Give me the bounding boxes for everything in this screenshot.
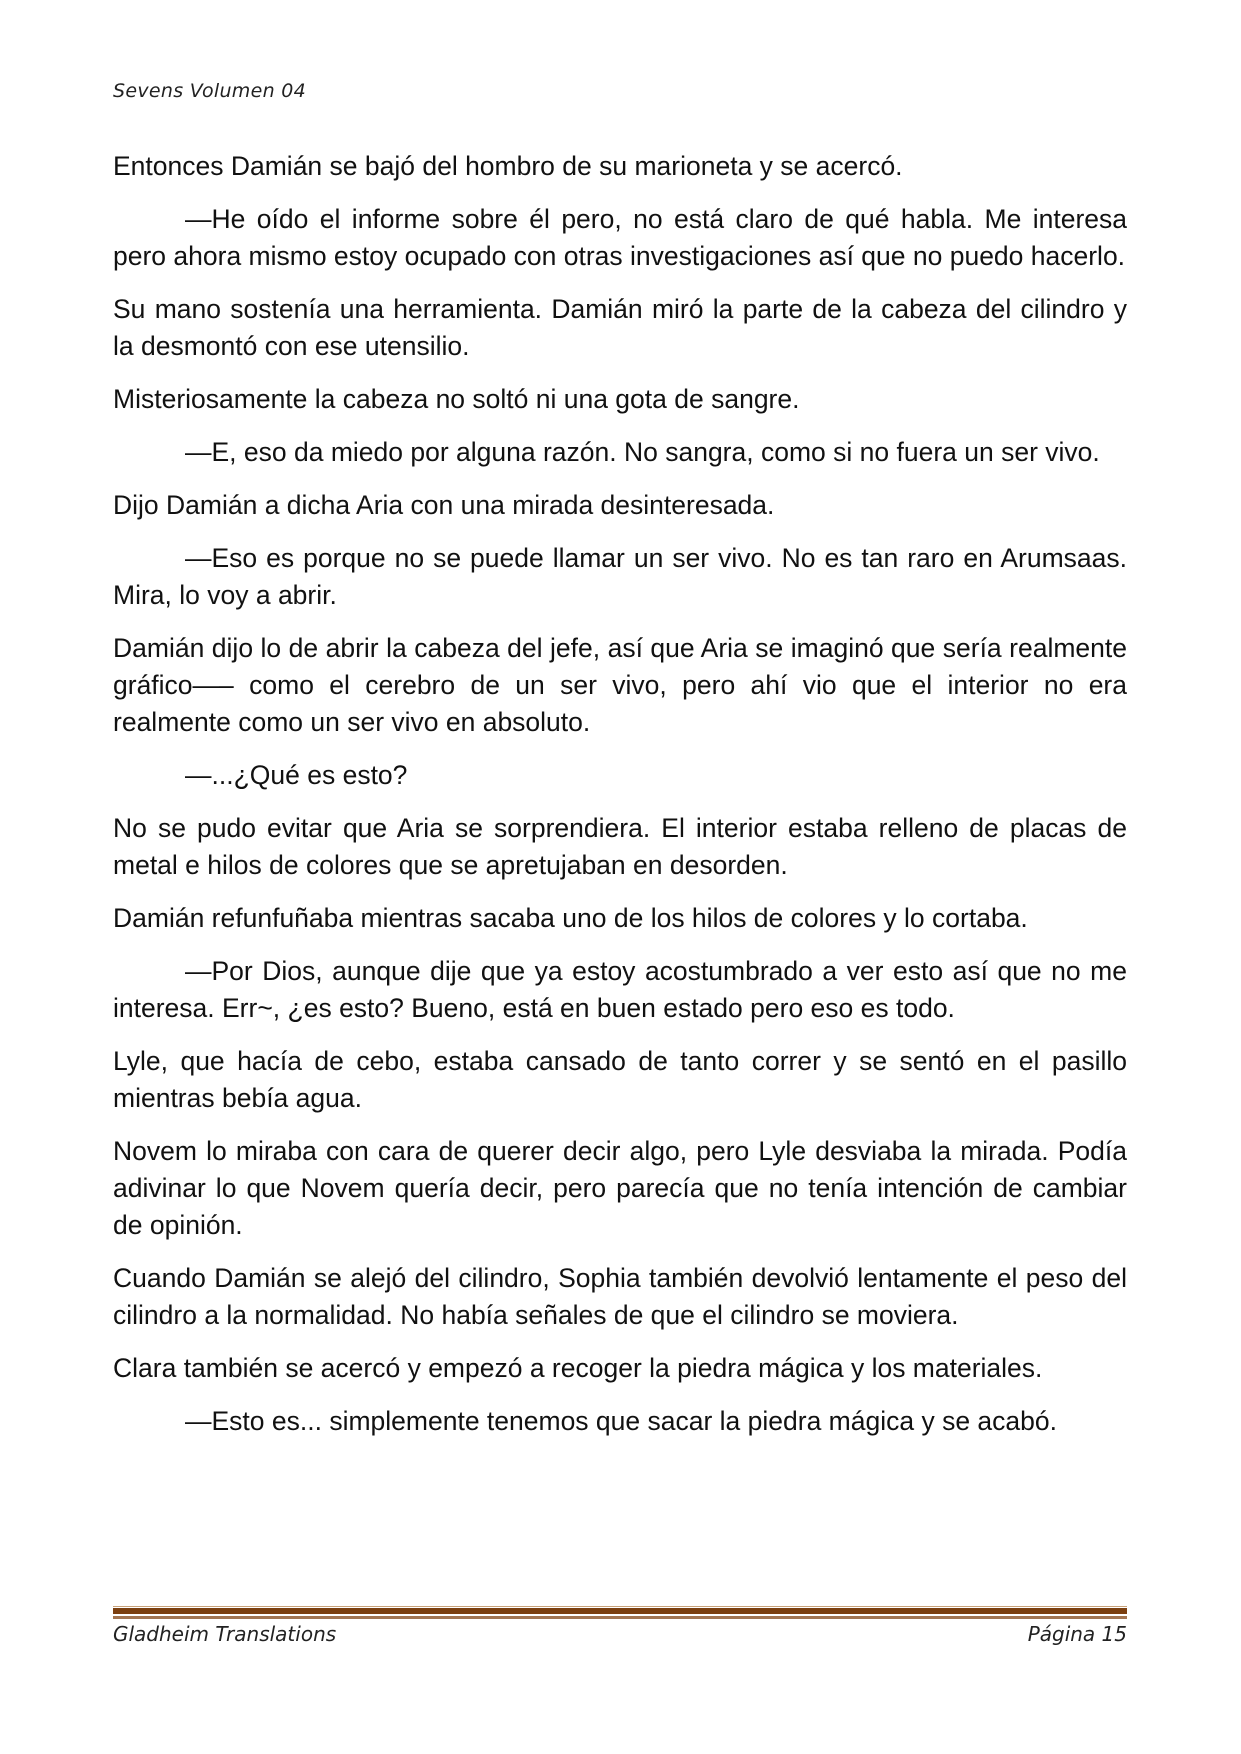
narration-paragraph: Lyle, que hacía de cebo, estaba cansado de tanto correr y se sentó en el pasillo mientras bebía agua. — [113, 1046, 1127, 1113]
dialogue-paragraph: —Por Dios, aunque dije que ya estoy acostumbrado a ver esto así que no me interesa. Err~, ¿es esto? Bueno, está en buen estado pero eso es todo. — [113, 956, 1127, 1023]
narration-paragraph: Novem lo miraba con cara de querer decir algo, pero Lyle desviaba la mirada. Podía adivinar lo que Novem quería decir, pero parecía que no tenía intención de cambiar de opinión. — [113, 1136, 1127, 1240]
dialogue-paragraph: —Esto es... simplemente tenemos que sacar la piedra mágica y se acabó. — [185, 1406, 1057, 1436]
footer-divider — [113, 1606, 1127, 1619]
narration-paragraph: No se pudo evitar que Aria se sorprendiera. El interior estaba relleno de placas de metal e hilos de colores que se apretujaban en desorden. — [113, 813, 1127, 880]
dialogue-paragraph: —He oído el informe sobre él pero, no está claro de qué habla. Me interesa pero ahora mismo estoy ocupado con otras investigaciones así que no puedo hacerlo. — [113, 204, 1127, 271]
narration-paragraph: Clara también se acercó y empezó a recoger la piedra mágica y los materiales. — [113, 1353, 1043, 1383]
narration-paragraph: Dijo Damián a dicha Aria con una mirada desinteresada. — [113, 490, 775, 520]
dialogue-paragraph: —E, eso da miedo por alguna razón. No sangra, como si no fuera un ser vivo. — [185, 437, 1100, 467]
narration-paragraph: Su mano sostenía una herramienta. Damián miró la parte de la cabeza del cilindro y la desmontó con ese utensilio. — [113, 294, 1127, 361]
narration-paragraph: Entonces Damián se bajó del hombro de su marioneta y se acercó. — [113, 151, 903, 181]
narration-paragraph: Misteriosamente la cabeza no soltó ni una gota de sangre. — [113, 384, 800, 414]
narration-paragraph: Damián refunfuñaba mientras sacaba uno de los hilos de colores y lo cortaba. — [113, 903, 1028, 933]
dialogue-paragraph: —...¿Qué es esto? — [185, 760, 408, 790]
narration-paragraph: Cuando Damián se alejó del cilindro, Sophia también devolvió lentamente el peso del cilindro a la normalidad. No había señales de que el cilindro se moviera. — [113, 1263, 1127, 1330]
narration-paragraph: Damián dijo lo de abrir la cabeza del jefe, así que Aria se imaginó que sería realmente gráfico—– como el cerebro de un ser vivo, pero ahí vio que el interior no era realmente como un ser vivo en absoluto. — [113, 633, 1127, 737]
running-header: Sevens Volumen 04 — [113, 80, 307, 102]
footer-publisher: Gladheim Translations — [113, 1622, 337, 1646]
dialogue-paragraph: —Eso es porque no se puede llamar un ser vivo. No es tan raro en Arumsaas. Mira, lo voy a abrir. — [113, 543, 1127, 610]
page-body — [113, 148, 1127, 1456]
page-number: Página 15 — [1027, 1622, 1127, 1646]
page-footer — [113, 1622, 1127, 1646]
